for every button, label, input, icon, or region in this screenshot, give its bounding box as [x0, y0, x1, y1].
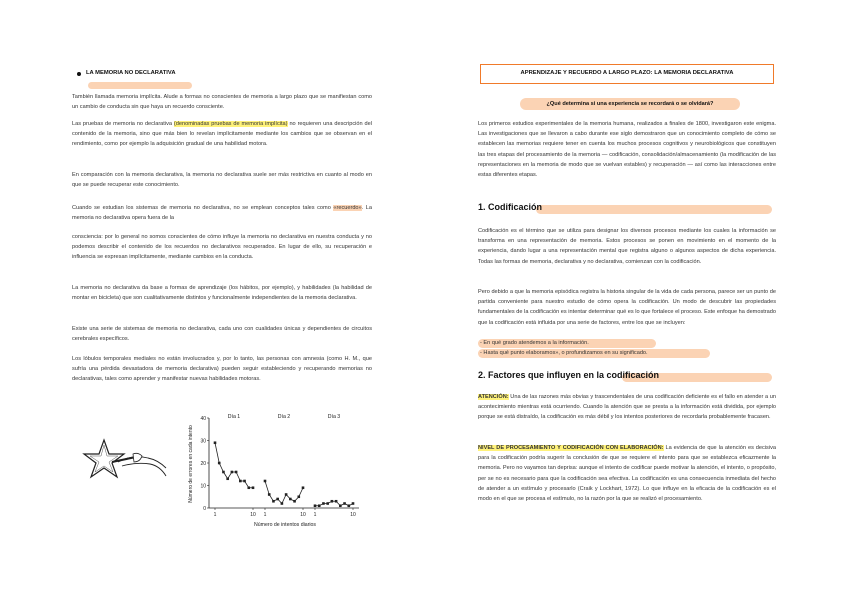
series-line: [215, 443, 253, 488]
paragraph-3: En comparación con la memoria declarativa, la memoria no declarativa suele ser más restrictiva en cuanto al modo en que se puede recuperar este conocimiento.: [72, 172, 372, 189]
data-point: [318, 504, 321, 507]
data-point: [352, 502, 355, 505]
data-point: [268, 493, 271, 496]
data-point: [322, 502, 325, 505]
data-point: [214, 441, 217, 444]
list-item-1: - En qué grado atendemos a la información.: [480, 340, 589, 346]
y-tick-label: 0: [203, 505, 206, 512]
data-point: [281, 502, 284, 505]
data-point: [289, 498, 292, 501]
factor-procesamiento-text: La evidencia de que la atención es decisiva para la codificación podría sugerir la conclusión de que se requiere el intento para que se establezca eficazmente la memoria. Pero no vayamos tan deprisa: aunque el intento de codificar puede motivar la atención, el intento, o propósito, per se no es necesario para que la codificación sea efectiva. La codificación es una consecuencia inmediata del hecho de atender a un estímulo y procesarlo (Craik y Lockhart, 1972). Lo que influye en la eficacia de la codificación es el modo en el que se procesa el estímulo, no la razón por la que se realizó el procesamiento.: [478, 445, 777, 503]
factor-atencion: [478, 392, 776, 423]
guiding-question: ¿Qué determina si una experiencia se recordará o se olvidará?: [520, 98, 740, 110]
section-title: LA MEMORIA NO DECLARATIVA: [86, 70, 176, 76]
bullet-icon: [77, 72, 81, 76]
x-tick-label: 10: [250, 512, 256, 518]
paragraph-2-text-b: no requieren una descripción del contenido de la memoria, sino que más bien lo revelan implícitamente mediante los cambios que se observan en el rendimiento, como por ejemplo la adquisición gradual de una habilidad motora.: [72, 121, 373, 148]
data-point: [285, 493, 288, 496]
paragraph-7: Existe una serie de sistemas de memoria no declarativa, cada uno con cualidades únicas y dependientes de circuitos cerebrales específicos.: [72, 326, 372, 343]
data-point: [226, 477, 229, 480]
paragraph-4-text-a: Cuando se estudian los sistemas de memoria no declarativa, no se emplean conceptos tales como: [72, 205, 334, 211]
series-line: [315, 501, 353, 506]
data-point: [247, 486, 250, 489]
highlight-blob: [88, 82, 192, 89]
heading-codificacion: 1. Codificación: [478, 202, 543, 212]
x-tick-label: 10: [350, 512, 356, 518]
factor-procesamiento-label: NIVEL DE PROCESAMIENTO Y CODIFICACIÓN CON ELABORACIÓN:: [478, 445, 664, 451]
list-item-2: - Hasta qué punto elaboramos», o profundizamos en su significado.: [480, 350, 648, 356]
data-point: [264, 480, 267, 483]
paragraph-8: Los lóbulos temporales mediales no están involucrados y, por lo tanto, las personas con amnesia (como H. M., que sufría una pérdida devastadora de memoria declarativa) pueden seguir estableciendo y recuperando memorias no declarativas, tales como aprender y manifestar nuevas habilidades motoras.: [72, 356, 372, 383]
data-point: [331, 500, 334, 503]
paragraph-4-highlight: «recuerdo»: [333, 205, 362, 211]
heading-factores: 2. Factores que influyen en la codificación: [478, 370, 660, 380]
intro-paragraph: Los primeros estudios experimentales de la memoria humana, realizados a finales de 1800, investigaron este enigma. Las investigaciones que se llevaron a cabo durante ese siglo demostraron que un conocimiento completo de cómo se establecen las memorias requiere tener en cuenta los muchos procesos cognitivos y neurobiológicos que constituyen las tres etapas del procesamiento de la memoria — codificación, consolidación/almacenamiento (la modificación de las representaciones en la memoria de modo que se vuelvan estables) y recuperación — así como las interacciones entre estas diferentes etapas.: [478, 121, 776, 179]
chart-marks: [214, 414, 355, 507]
factor-atencion-text: Una de las razones más obvias y trascendentales de una codificación deficiente es el fallo en atender a un acontecimiento mientras está ocurriendo. Cuando la atención que se presta a la información está dividida, por ejemplo porque se está distraído, la codificación es más débil y los intentos posteriores de recordarla probablemente fracasen.: [478, 394, 776, 421]
x-tick-label: 1: [313, 512, 317, 518]
data-point: [252, 486, 255, 489]
panel-title: Día 3: [327, 414, 341, 420]
x-axis-label: Número de intentos diarios: [254, 522, 316, 528]
data-point: [231, 471, 234, 474]
data-point: [339, 504, 342, 507]
factor-atencion-label: ATENCIÓN:: [478, 394, 509, 400]
mirror-drawing-illustration: [78, 432, 170, 492]
codificacion-paragraph-1: Codificación es el término que se utiliza para designar los diversos procesos mediante los cuales la información se transforma en una representación de memoria. Estos procesos se ponen en movimiento en el momento de la experiencia, dando lugar a una representación mental que registra alguno o algunos aspectos de dicha experiencia. Todas las formas de memoria, declarativa y no declarativa, comienzan con la codificación.: [478, 228, 776, 265]
data-point: [302, 486, 305, 489]
codificacion-paragraph-2: Pero debido a que la memoria episódica registra la historia singular de la vida de cada persona, parece ser un punto de partida conveniente para nuestro estudio de cómo opera la codificación. Un modo de descubrir las propiedades fundamentales de la codificación es intentar determinar qué es lo que fortalece el proceso. Este enfoque ha demostrado que la codificación está influida por una serie de factores, entre los que se incluyen:: [478, 289, 776, 326]
paragraph-4: [72, 203, 372, 223]
y-tick-label: 30: [200, 438, 206, 445]
y-tick-label: 40: [200, 415, 206, 422]
factor-procesamiento: [478, 443, 776, 504]
panel-title: Día 1: [227, 414, 241, 420]
paragraph-4-text-b: . La memoria no declarativa opera fuera de la: [72, 205, 372, 222]
paragraph-5: consciencia: por lo general no somos conscientes de cómo influye la memoria no declarativa en nuestra conducta y no podemos describir el contenido de los recuerdos no declarativos recuperados. En lugar de ello, su recuperación e influencia se expresan implícitamente, mediante cambios en la conducta.: [72, 234, 372, 261]
data-point: [276, 498, 279, 501]
data-point: [218, 462, 221, 465]
data-point: [239, 480, 242, 483]
paragraph-6: La memoria no declarativa da base a formas de aprendizaje (los hábitos, por ejemplo), y habilidades (la habilidad de montar en bicicleta) que son cualitativamente distintos y funcionalmente independientes de la memoria declarativa.: [72, 285, 372, 302]
data-point: [272, 500, 275, 503]
data-point: [335, 500, 338, 503]
data-point: [343, 502, 346, 505]
data-point: [347, 504, 350, 507]
learning-curve-chart: [183, 408, 373, 530]
heading-bar: [536, 205, 772, 214]
paragraph-2-highlight: (denominadas pruebas de memoria implícita): [173, 121, 288, 127]
chart-axes: [200, 416, 359, 518]
data-point: [297, 495, 300, 498]
data-point: [293, 500, 296, 503]
paragraph-1: También llamada memoria implícita. Alude a formas no conscientes de memoria a largo plazo que se manifiestan como un cambio de conducta sin que haya un recuerdo consciente.: [72, 94, 372, 111]
x-tick-label: 10: [300, 512, 306, 518]
data-point: [235, 471, 238, 474]
data-point: [314, 504, 317, 507]
data-point: [243, 480, 246, 483]
y-tick-label: 20: [200, 460, 206, 467]
x-tick-label: 1: [263, 512, 267, 518]
data-point: [222, 471, 225, 474]
y-tick-label: 10: [200, 483, 206, 490]
chapter-title: APRENDIZAJE Y RECUERDO A LARGO PLAZO: LA MEMORIA DECLARATIVA: [480, 64, 774, 84]
paragraph-2-text-a: Las pruebas de memoria no declarativa: [72, 121, 174, 127]
data-point: [326, 502, 329, 505]
y-axis-label: Número de errores en cada intento: [188, 425, 194, 503]
paragraph-2: [72, 119, 372, 150]
series-line: [265, 481, 303, 504]
x-tick-label: 1: [213, 512, 217, 518]
panel-title: Día 2: [277, 414, 291, 420]
